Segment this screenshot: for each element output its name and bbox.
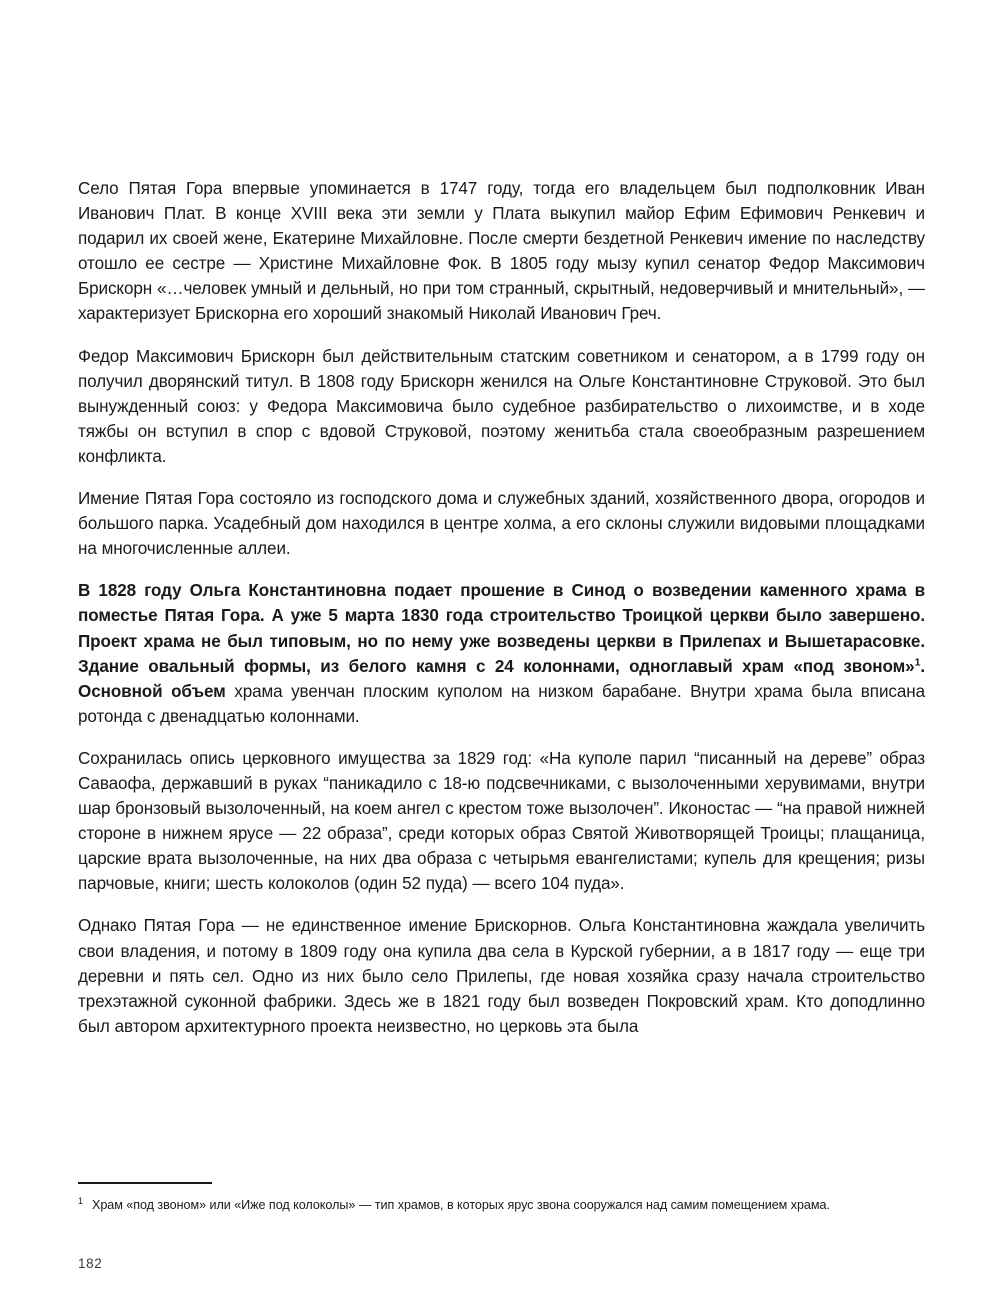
paragraph-4-regular-tail: храма увенчан плоским куполом на низком барабане. Внутри храма была вписана ротонда с двенадцатью колоннами. [78,681,925,726]
paragraph-1: Село Пятая Гора впервые упоминается в 1747 году, тогда его владельцем был подполковник Иван Иванович Плат. В конце XVIII века эти земли у Плата выкупил майор Ефим Ефимович Ренкевич и подарил их своей жене, Екатерине Михайловне. После смерти бездетной Ренкевич имение по наследству отошло ее сестре — Христине Михайловне Фок. В 1805 году мызу купил сенатор Федор Максимович Брискорн «…человек умный и дельный, но при том странный, скрытный, недоверчивый и мнительный», — характеризует Брискорна его хороший знакомый Николай Иванович Греч. [78,179,925,324]
paragraph-2: Федор Максимович Брискорн был действительным статским советником и сенатором, а в 1799 году он получил дворянский титул. В 1808 году Брискорн женился на Ольге Константиновне Струковой. Это был вынужденный союз: у Федора Максимовича было судебное разбирательство о лихоимстве, и в ходе тяжбы он вступил в спор с вдовой Струковой, поэтому женитьба стала своеобразным разрешением конфликта. [78,346,925,466]
footnote-reference-marker[interactable]: 1 [914,655,921,668]
paragraph-3: Имение Пятая Гора состояло из господского дома и служебных зданий, хозяйственного двора, огородов и большого парка. Усадебный дом находился в центре холма, а его склоны служили видовыми площадками на многочисленные аллеи. [78,489,925,559]
footnote-body-text: Храм «под звоном» или «Иже под колоколы» — тип храмов, в которых ярус звона сооружался над самим помещением храма. [91,1198,830,1212]
paragraph-6: Однако Пятая Гора — не единственное имение Брискорнов. Ольга Константиновна жаждала увеличить свои владения, и потому в 1809 году она купила два села в Курской губернии, а в 1817 году — еще три деревни и пять сел. Одно из них было село Прилепы, где новая хозяйка сразу начала строительство трехэтажной суконной фабрики. Здесь же в 1821 году был возведен Покровский храм. Кто доподлинно был автором архитектурного проекта неизвестно, но церковь эта была [78,916,925,1036]
body-text-column [78,176,925,1039]
paragraph-4-bold-prefix: В 1828 году Ольга Константиновна подает прошение в Синод о возведении каменного храма в поместье Пятая Гора. А уже 5 марта 1830 года строительство Троицкой церкви было завершено. Проект храма не был типовым, но по нему уже возведены церкви в Прилепах и Вышетарасовке. Здание овальный формы, из белого камня с 24 колоннами, одноглавый храм «под звоном» [78,581,925,676]
paragraph-5: Сохранилась опись церковного имущества за 1829 год: «На куполе парил “писанный на дереве” образ Саваофа, державший в руках “паникадило с 18-ю подсвечниками, с вызолоченными херувимами, внутри шар бронзовый вызолоченный, на коем ангел с крестом тоже вызолочен”. Иконостас — “на правой нижней стороне в нижнем ярусе — 22 образа”, среди которых образ Святой Животворящей Троицы; плащаница, царские врата вызолоченные, на них два образа с четырьмя евангелистами; купель для крещения; ризы парчовые, книги; шесть колоколов (один 52 пуда) — всего 104 пуда». [78,748,925,894]
footnote-number: 1 [78,1195,83,1206]
page-number: 182 [78,1256,103,1271]
footnote-separator-rule [78,1182,212,1184]
footnote-entry [78,1193,925,1217]
paragraph-4 [78,578,925,729]
footnote-section [78,1182,925,1217]
paragraph-4-bold-suffix: . Основной объем [78,656,925,701]
